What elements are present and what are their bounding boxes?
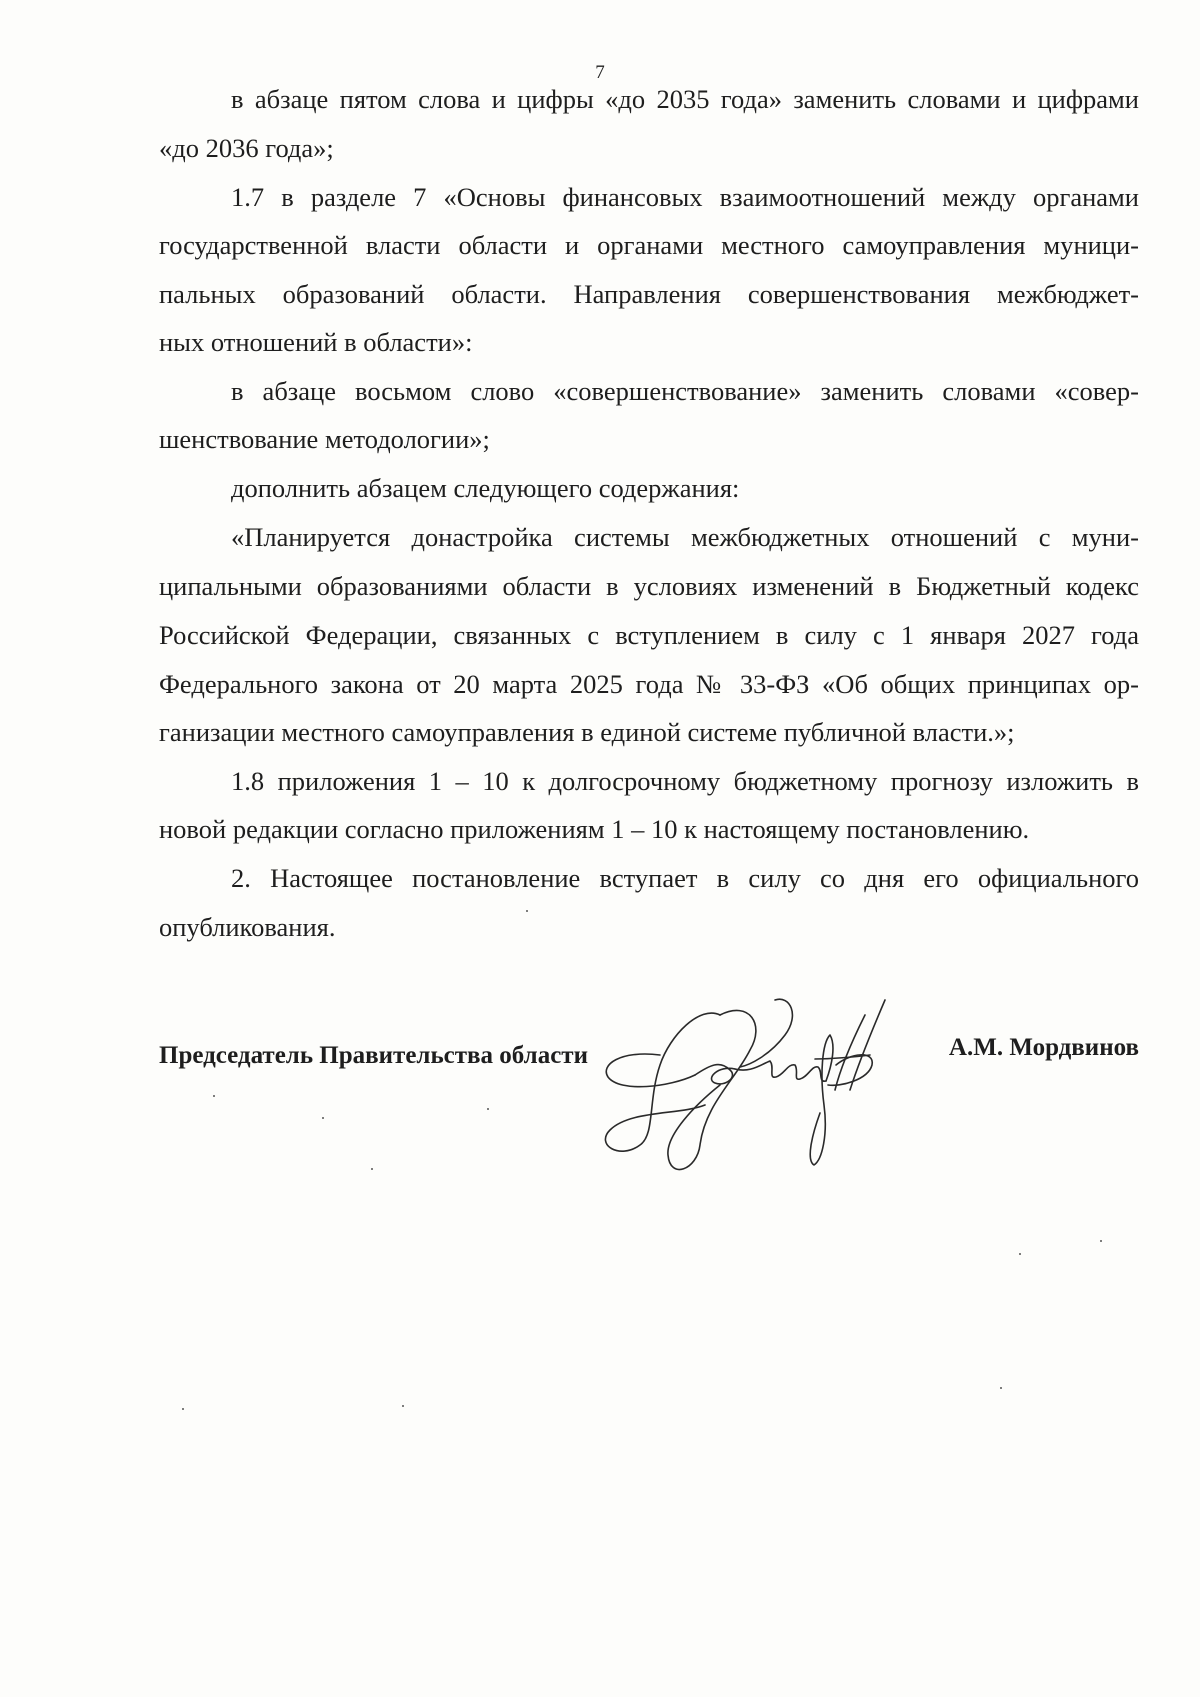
signatory-title: Председатель Правительства области <box>159 1042 588 1069</box>
scan-speck <box>526 910 528 912</box>
text-line: «до 2036 года»; <box>159 133 334 163</box>
scan-speck <box>487 1108 489 1110</box>
text-line: 2. Настоящее постановление вступает в силу со дня его официального <box>231 863 1139 893</box>
scan-speck <box>213 1095 215 1097</box>
text-line: Российской Федерации, связанных с вступлением в силу с 1 января 2027 года <box>159 620 1139 650</box>
page-number: 7 <box>595 62 605 83</box>
text-line: ципальными образованиями области в условиях изменений в Бюджетный кодекс <box>159 571 1139 601</box>
scan-speck <box>182 1408 184 1410</box>
text-line: ганизации местного самоуправления в единой системе публичной власти.»; <box>159 717 1015 747</box>
text-line: новой редакции согласно приложениям 1 – 10 к настоящему постановлению. <box>159 814 1030 844</box>
scan-speck <box>371 1168 373 1170</box>
scan-speck <box>1019 1253 1021 1255</box>
text-line: опубликования. <box>159 912 336 942</box>
signatory-name: А.М. Мордвинов <box>948 1034 1139 1061</box>
text-line: «Планируется донастройка системы межбюджетных отношений с муни- <box>231 522 1139 552</box>
text-line: Федерального закона от 20 марта 2025 года № 33-ФЗ «Об общих принципах ор- <box>159 669 1139 699</box>
handwritten-signature <box>600 995 950 1205</box>
scan-speck <box>1000 1387 1002 1389</box>
text-line: 1.7 в разделе 7 «Основы финансовых взаимоотношений между органами <box>231 182 1139 212</box>
scan-speck <box>322 1117 324 1119</box>
text-line: дополнить абзацем следующего содержания: <box>231 473 740 503</box>
text-line: пальных образований области. Направления совершенствования межбюджет- <box>159 279 1139 309</box>
text-line: 1.8 приложения 1 – 10 к долгосрочному бюджетному прогнозу изложить в <box>231 766 1139 796</box>
text-line: шенствование методологии»; <box>159 424 490 454</box>
text-line: в абзаце пятом слова и цифры «до 2035 года» заменить словами и цифрами <box>231 84 1139 114</box>
text-line: государственной власти области и органами местного самоуправления муници- <box>159 230 1139 260</box>
text-line: в абзаце восьмом слово «совершенствование» заменить словами «совер- <box>231 376 1139 406</box>
scan-speck <box>1100 1240 1102 1242</box>
scan-speck <box>402 1405 404 1407</box>
text-line: ных отношений в области»: <box>159 327 473 357</box>
